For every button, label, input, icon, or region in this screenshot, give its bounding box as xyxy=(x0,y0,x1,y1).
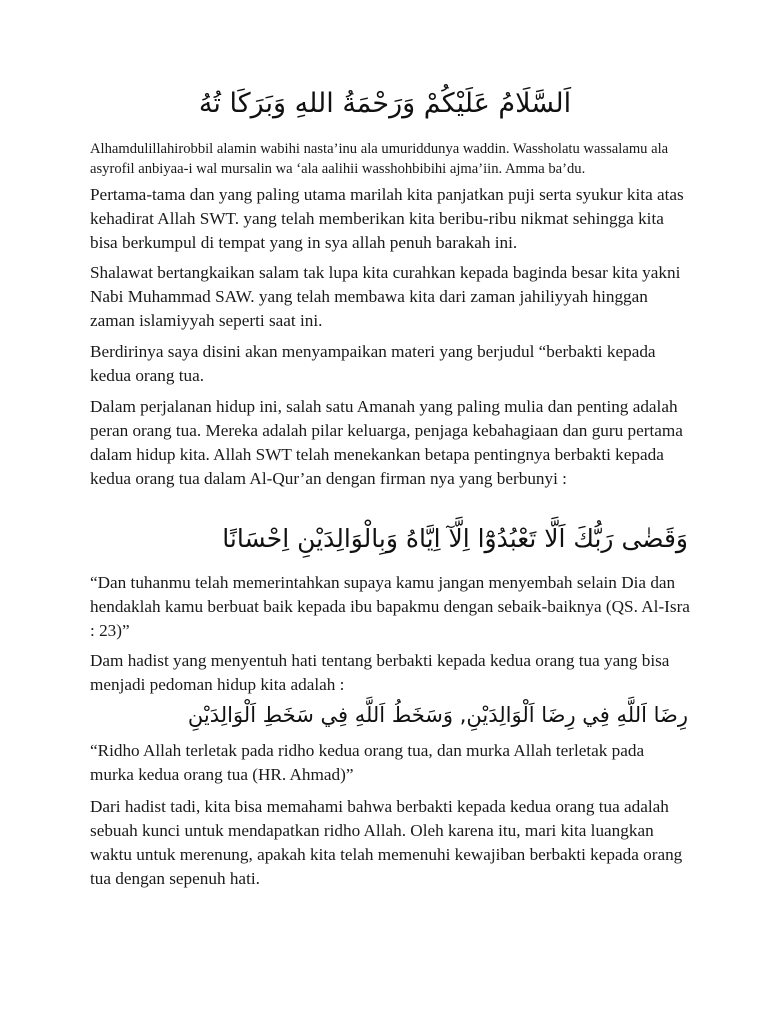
paragraph-terjemah-ayat: “Dan tuhanmu telah memerintahkan supaya kamu jangan menyembah selain Dia dan hendaklah kamu berbuat baik kepada ibu bapakmu dengan sebaik-baiknya (QS. Al-Isra : 23)” xyxy=(90,573,690,640)
arabic-quran-verse: وَقَضٰى رَبُّكَ اَلَّا تَعْبُدُوْٓا اِلَّآ اِيَّاهُ وَبِالْوَالِدَيْنِ اِحْسَانًا xyxy=(222,524,688,553)
paragraph-puji-syukur: Pertama-tama dan yang paling utama marilah kita panjatkan puji serta syukur kita atas kehadirat Allah SWT. yang telah memberikan kita beribu-ribu nikmat sehingga kita bisa berkumpul di tempat yang in sya allah penuh barakah ini. xyxy=(90,185,684,252)
paragraph-terjemah-hadist: “Ridho Allah terletak pada ridho kedua orang tua, dan murka Allah terletak pada murka kedua orang tua (HR. Ahmad)” xyxy=(90,741,645,784)
opening-paragraph: Alhamdulillahirobbil alamin wabihi nasta’inu ala umuriddunya waddin. Wassholatu wassalamu ala asyrofil anbiyaa-i wal mursalin wa ‘ala aalihii wasshohbibihi ajma’iin. Amma ba’du. xyxy=(90,141,669,177)
paragraph-hadist-intro: Dam hadist yang menyentuh hati tentang berbakti kepada kedua orang tua yang bisa menjadi pedoman hidup kita adalah : xyxy=(90,651,670,694)
arabic-salam-heading: اَلسَّلَامُ عَلَيْكُمْ وَرَحْمَةُ اللهِ وَبَرَكَا تُهُ xyxy=(198,88,572,119)
paragraph-peran-orang-tua: Dalam perjalanan hidup ini, salah satu Amanah yang paling mulia dan penting adalah peran orang tua. Mereka adalah pilar keluarga, penjaga kebahagiaan dan guru pertama dalam hidup kita. Allah SWT telah menekankan betapa pentingnya berbakti kepada kedua orang tua dalam Al-Qur’an dengan firman nya yang berbunyi : xyxy=(90,397,683,488)
arabic-hadist-text: رِضَا اَللَّهِ فِي رِضَا اَلْوَالِدَيْنِ, وَسَخَطُ اَللَّهِ فِي سَخَطِ اَلْوَالِدَيْنِ xyxy=(187,703,688,727)
paragraph-judul-materi: Berdirinya saya disini akan menyampaikan materi yang berjudul “berbakti kepada kedua orang tua. xyxy=(90,342,656,385)
paragraph-penutup: Dari hadist tadi, kita bisa memahami bahwa berbakti kepada kedua orang tua adalah sebuah kunci untuk mendapatkan ridho Allah. Oleh karena itu, mari kita luangkan waktu untuk merenung, apakah kita telah memenuhi kewajiban berbakti kepada orang tua dengan sepenuh hati. xyxy=(90,797,683,888)
paragraph-shalawat: Shalawat bertangkaikan salam tak lupa kita curahkan kepada baginda besar kita yakni Nabi Muhammad SAW. yang telah membawa kita dari zaman jahiliyyah hinggan zaman islamiyyah seperti saat ini. xyxy=(90,263,681,330)
